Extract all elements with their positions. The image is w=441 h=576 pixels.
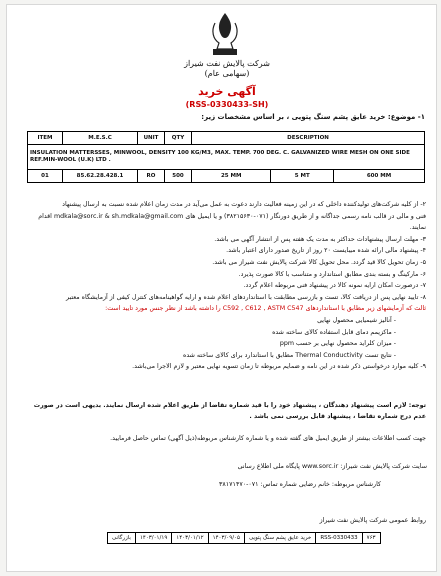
list-item: ۴- پیشنهاد مالی ارائه شده میبایست ۲۰ روز از تاریخ صدور دارای اعتبار باشد. <box>226 247 426 255</box>
footer-cell: ۱۴۰۳/۰۹/۰۵ <box>208 533 244 544</box>
ad-title: آگهی خرید <box>198 85 256 98</box>
contact-note: جهت کسب اطلاعات بیشتر از طریق ایمیل های گفته شده و یا شماره کارشناس مربوطه(ذیل آگهی) تماس حاصل فرمایید. <box>110 435 426 442</box>
description-cell: INSULATION MATTERSSES, MINWOOL, DENSITY 100 KG/M3, MAX. TEMP. 700 DEG. C. GALVANIZED WIRE MESH ON ONE SIDE REF.MIN-WOOL (U.K) LTD . <box>28 145 425 170</box>
list-item: ۶- مارکینگ و بسته بندی مطابق استاندارد و متناسب با کالا صورت پذیرد. <box>238 270 426 278</box>
list-item: ۵- زمان تحویل کالا قید گردد. محل تحویل کالا شرکت پالایش نفت شیراز می باشد. <box>212 258 426 266</box>
footer-cell: خرید عایق پشم سنگ پتویی <box>244 533 315 544</box>
col-description: DESCRIPTION <box>192 132 425 145</box>
company-name: شرکت پالایش نفت شیراز (سهامی عام) <box>184 59 270 78</box>
col-item: ITEM <box>28 132 63 145</box>
list-item: - ماکزیمم دمای قابل استفاده کالای ساخته شده <box>272 328 396 336</box>
list-item: ۳- مهلت ارسال پیشنهادات حداکثر به مدت یک هفته پس از انتشار آگهی می باشد. <box>214 235 426 243</box>
col-qty: QTY <box>165 132 192 145</box>
cell-mesc: 85.62.28.428.1 <box>63 170 138 183</box>
document-page <box>6 4 437 572</box>
col-mesc: M.E.S.C <box>63 132 138 145</box>
list-item: ۷- درصورت امکان ارایه نمونه کالا در پیشنهاد فنی مربوطه اعلام گردد. <box>243 282 426 290</box>
reference-number: (RSS-0330433-SH) <box>185 100 269 109</box>
list-item: ۹- کلیه موارد درخواستی ذکر شده در این نامه و ضمایم مربوطه تا زمان تسویه نهایی معتبر و لازم الاجرا می‌باشد. <box>132 363 426 371</box>
footer-cell: بازرگانی <box>108 533 136 544</box>
conditions-list <box>21 199 426 373</box>
subject-line: ۱- موضوع: خرید عایق پشم سنگ پتویی ، بر اساس مشخصات زیر: <box>201 113 425 121</box>
spec-table <box>27 131 425 183</box>
list-item: فنی و مالی در قالب نامه رسمی جداگانه و از طریق دورنگار (۰۷۱-۳۸۲۱۵۶۳۰) و یا ایمیل های mdkala@sorc.ir & sh.mdkala@gmail.com اقدام نمایند. <box>38 212 426 232</box>
footer-cell: ۱۴۰۳/۰۱/۱۲ <box>172 533 208 544</box>
list-item: ۲- از کلیه شرکت‌های تولیدکننده داخلی که در این زمینه فعالیت دارند دعوت به عمل می‌آید در مدت زمان اعلام شده نسبت به ارسال پیشنهاد <box>62 201 426 208</box>
footer-cell: ۱۴۰۳/۰۱/۱۹ <box>135 533 171 544</box>
expert-contact: کارشناس مربوطه: خانم رضایی شماره تماس: ۰۷۱-۳۸۱۷۱۴۷۰ <box>219 481 381 488</box>
list-item: ۸- تایید نهایی پس از دریافت کالا، تست و بازرسی مطابقت با استانداردهای اعلام شده و ارایه گواهینامه‌های کنترل کیفی از آزمایشگاه معتبر <box>65 293 426 301</box>
list-item: - نتایج تست Thermal Conductivity مطابق با استاندارد برای کالای ساخته شده <box>183 351 396 359</box>
footer-cell: ۷۶۳ <box>362 533 380 544</box>
footer-table <box>107 532 381 544</box>
cell-length: 5 MT <box>271 170 334 183</box>
cell-width: 600 MM <box>334 170 425 183</box>
footer-cell: RSS-0330433 <box>316 533 362 544</box>
cell-thickness: 25 MM <box>192 170 271 183</box>
public-relations: روابط عمومی شرکت پالایش نفت شیراز <box>319 517 426 524</box>
list-item: - میزان کلراید محصول نهایی بر حسب ppm <box>279 340 396 348</box>
website-line: سایت شرکت پالایش نفت شیراز: www.sorc.ir پایگاه ملی اطلاع رسانی <box>237 463 427 470</box>
attention-note: توجه: لازم است پیشنهاد دهندگان ، پیشنهاد خود را با قید شماره تقاضا از طریق اعلام شده ارسال نمایند. بدیهی است در صورت عدم درج شماره تقاضا ، پیشنهاد قابل بررسی نمی باشد . <box>33 402 426 420</box>
cell-unit: RO <box>138 170 165 183</box>
cell-qty: 500 <box>165 170 192 183</box>
company-logo <box>193 9 257 59</box>
list-item: - آنالیز شیمیایی محصول نهایی <box>317 316 396 324</box>
list-item: ثالث که آزمایشهای زیر مطابق با استانداردهای C592 , C612 , ASTM C547 را داشته باشد از نظر جنس مورد تایید است: <box>105 305 426 313</box>
cell-item: 01 <box>28 170 63 183</box>
col-unit: UNIT <box>138 132 165 145</box>
